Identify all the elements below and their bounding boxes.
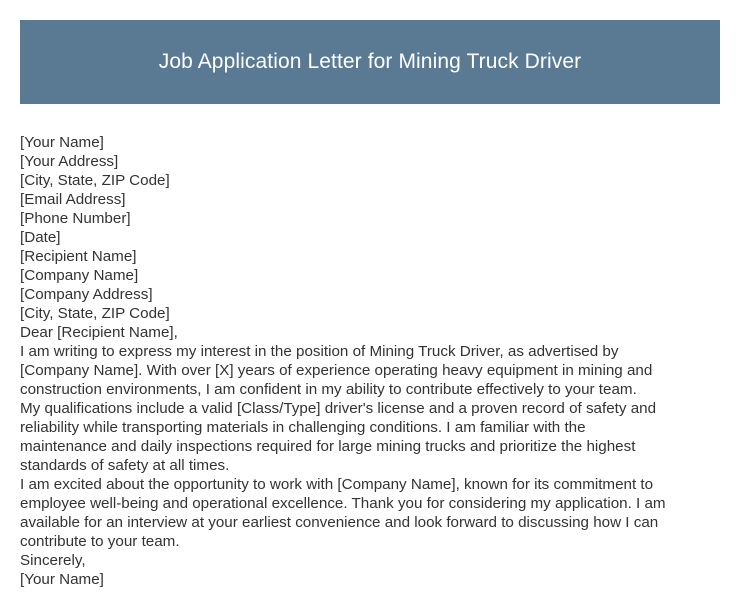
recipient-city-state-zip: [City, State, ZIP Code] bbox=[20, 305, 170, 322]
sender-address: [Your Address] bbox=[20, 153, 119, 170]
paragraph-line: reliability while transporting materials in challenging conditions. I am familiar with the bbox=[20, 419, 586, 436]
recipient-company-address: [Company Address] bbox=[20, 286, 153, 303]
paragraph-line: available for an interview at your earliest convenience and look forward to discussing how I can bbox=[20, 514, 659, 531]
sender-name: [Your Name] bbox=[20, 134, 104, 151]
signature: [Your Name] bbox=[20, 571, 104, 588]
paragraph-line: I am writing to express my interest in the position of Mining Truck Driver, as advertised by bbox=[20, 343, 619, 360]
paragraph-line: My qualifications include a valid [Class/Type] driver's license and a proven record of safety and bbox=[20, 400, 657, 417]
body-paragraph-1 bbox=[20, 342, 710, 475]
paragraph-line: employee well-being and operational excellence. Thank you for considering my application. I am bbox=[20, 495, 666, 512]
letter-date: [Date] bbox=[20, 229, 61, 246]
sender-phone: [Phone Number] bbox=[20, 210, 131, 227]
paragraph-line: I am excited about the opportunity to work with [Company Name], known for its commitment to bbox=[20, 476, 654, 493]
sender-email: [Email Address] bbox=[20, 191, 126, 208]
letter-header-banner bbox=[20, 20, 720, 104]
paragraph-line: contribute to your team. bbox=[20, 533, 180, 550]
letter-body bbox=[20, 133, 710, 589]
closing: Sincerely, bbox=[20, 552, 86, 569]
recipient-name: [Recipient Name] bbox=[20, 248, 137, 265]
salutation: Dear [Recipient Name], bbox=[20, 324, 178, 341]
page-title: Job Application Letter for Mining Truck Driver bbox=[158, 50, 582, 73]
body-paragraph-2 bbox=[20, 475, 710, 551]
sender-city-state-zip: [City, State, ZIP Code] bbox=[20, 172, 170, 189]
paragraph-line: maintenance and daily inspections required for large mining trucks and prioritize the highest bbox=[20, 438, 636, 455]
paragraph-line: [Company Name]. With over [X] years of experience operating heavy equipment in mining and bbox=[20, 362, 653, 379]
paragraph-line: standards of safety at all times. bbox=[20, 457, 230, 474]
paragraph-line: construction environments, I am confident in my ability to contribute effectively to your team. bbox=[20, 381, 637, 398]
recipient-company: [Company Name] bbox=[20, 267, 139, 284]
